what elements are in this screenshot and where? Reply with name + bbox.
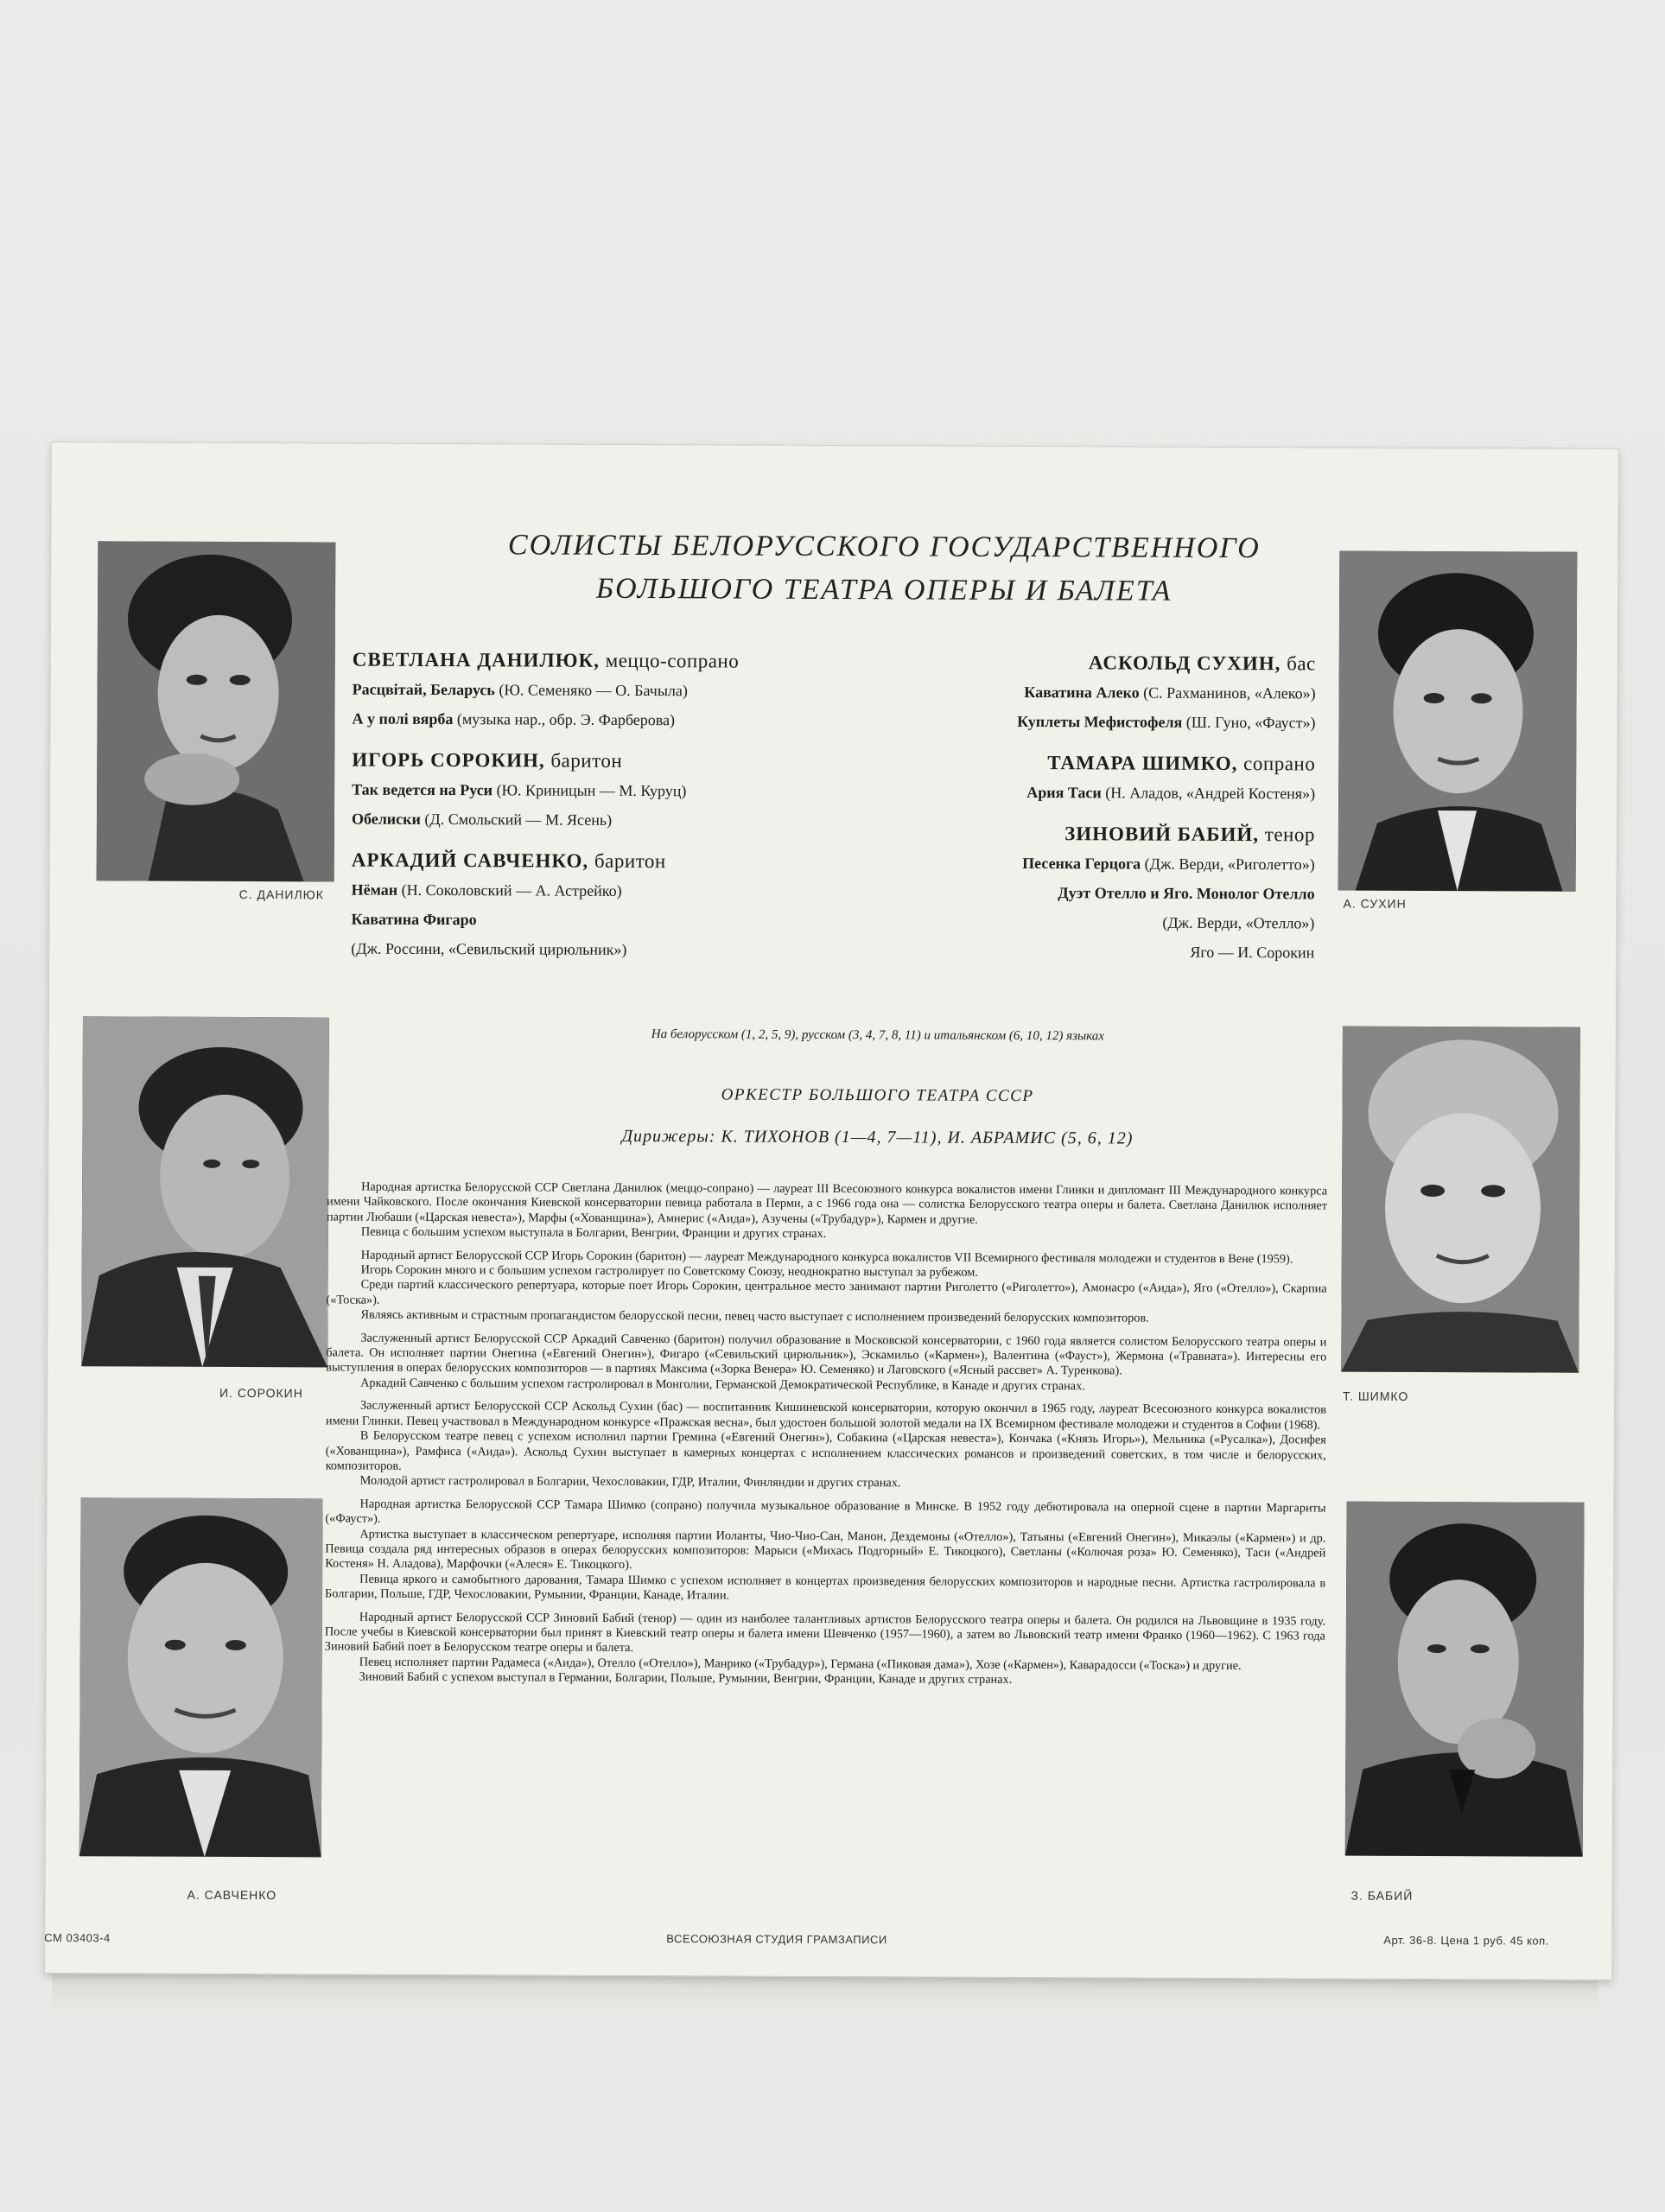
voice-type: сопрано	[1243, 753, 1316, 775]
track-2	[352, 704, 853, 736]
voice-type: тенор	[1264, 823, 1315, 846]
voice-type: баритон	[550, 749, 623, 772]
bio-paragraph: Зиновий Бабий с успехом выступал в Германии, Болгарии, Польше, Румынии, Венгрии, Франции, Канаде и других странах.	[359, 1669, 1013, 1688]
caption-sorokin: И. СОРОКИН	[219, 1385, 303, 1401]
track-credit: (С. Рахманинов, «Алеко»)	[1143, 683, 1316, 702]
caption-babiy: З. БАБИЙ	[1350, 1888, 1414, 1903]
singer-name-text: АРКАДИЙ САВЧЕНКО,	[351, 849, 589, 872]
bio-paragraph: Певица яркого и самобытного дарования, Тамара Шимко с успехом исполняет в концертах произведения белорусских композиторов и народные песни. Артистка гастролировала в Болгарии, Польше, ГДР, Чехословакии, Румынии, Франции, Канаде, Италии.	[325, 1572, 1326, 1603]
bio-paragraph: Молодой артист гастролировал в Болгарии, Чехословакии, ГДР, Италии, Финляндии и других странах.	[359, 1473, 901, 1491]
singer-name-text: ИГОРЬ СОРОКИН,	[352, 748, 545, 772]
portrait-babiy	[1345, 1502, 1585, 1857]
track-1	[353, 675, 854, 707]
bio-savchenko	[326, 1331, 1326, 1395]
track-credit: (Дж. Верди, «Риголетто»)	[1144, 855, 1315, 874]
bio-paragraph: Народная артистка Белорусской ССР Светлана Данилюк (меццо-сопрано) — лауреат III Всесоюзного конкурса вокалистов имени Глинки и дипломант III Международного конкурса имени Чайковского. После окончания Киевской консерватории певица работала в Перми, а с 1966 года она — солистка Белорусского театра оперы и балета. Светлана Данилюк исполняет партии Любаши («Царская невеста»), Марфы («Хованщина»), Амнерис («Аида»), Азучены («Трубадур»), Кармен и другие.	[326, 1179, 1328, 1227]
track-title: Дуэт Отелло и Яго. Монолог Отелло	[1058, 884, 1315, 903]
bio-sukhin	[326, 1399, 1326, 1493]
album-title-line1: СОЛИСТЫ БЕЛОРУССКОГО ГОСУДАРСТВЕННОГО	[507, 529, 1261, 565]
bio-danilyuk	[327, 1179, 1327, 1244]
price-info: Арт. 36-8. Цена 1 руб. 45 коп.	[1383, 1933, 1549, 1948]
bio-paragraph: Игорь Сорокин много и с большим успехом гастролирует по Советскому Союзу, неоднократно выступал за рубежом.	[360, 1262, 978, 1280]
catalog-number: СМ 03403-4	[44, 1931, 111, 1945]
bio-shimko	[325, 1497, 1326, 1606]
track-credit: (Д. Смольский — М. Ясень)	[424, 810, 613, 829]
track-title: Ария Таси	[1026, 783, 1102, 802]
track-title: Куплеты Мефистофеля	[1017, 712, 1183, 731]
track-title: А у полі вярба	[352, 709, 454, 728]
biographies	[325, 1179, 1328, 1697]
singer-babiy	[879, 818, 1315, 849]
singer-savchenko	[352, 846, 853, 878]
singer-name-text: АСКОЛЬД СУХИН,	[1088, 652, 1281, 675]
voice-type: меццо-сопрано	[605, 649, 740, 672]
bio-paragraph: Являясь активным и страстным пропагандистом белорусской песни, певец часто выступает с исполнением произведений белорусских композиторов.	[360, 1307, 1149, 1325]
track-11	[879, 877, 1315, 908]
singer-shimko	[879, 747, 1315, 779]
bio-paragraph: Народный артист Белорусской ССР Зиновий Бабий (тенор) — один из наиболее талантливых артистов Белорусского театра оперы и балета. Он родился на Львовщине в 1935 году. После учебы в Киевской консерватории был принят в Киевский театр оперы и балета имени Шевченко (1957—1960), а затем во Львовский театр имени Франко (1960—1962). С 1963 года Зиновий Бабий поет в Белорусском театре оперы и балета.	[324, 1610, 1325, 1656]
bio-paragraph: Заслуженный артист Белорусской ССР Аскольд Сухин (бас) — воспитанник Кишиневской консерватории, которую окончил в 1965 году, лауреат Всесоюзного конкурса вокалистов имени Глинки. Певец участвовал в Международном конкурсе «Пражская весна», был удостоен большой золотой медали на IX Всемирном фестивале молодежи и студентов в Софии (1968).	[325, 1398, 1327, 1433]
track-5	[352, 875, 853, 907]
bio-paragraph: Народный артист Белорусской ССР Игорь Сорокин (баритон) — лауреат Международного конкурса вокалистов VII Всемирного фестиваля молодежи и студентов в Вене (1959).	[360, 1248, 1293, 1266]
caption-savchenko: А. САВЧЕНКО	[187, 1887, 277, 1903]
bio-paragraph: Заслуженный артист Белорусской ССР Аркадий Савченко (баритон) получил образование в Московской консерватории, с 1960 года является солистом Белорусского театра оперы и балета. Он исполняет партии Онегина («Евгений Онегин»), Фигаро («Севильский цирюльник»), Эскамильо («Кармен»), Валентина («Фауст»), Жермона («Травиата»). Интересны его выступления в операх белорусских композиторов — в партиях Максима («Зорка Венера» Ю. Семеняко) и Лаговского («Ясный рассвет» А. Туренкова).	[326, 1331, 1327, 1378]
studio-name: ВСЕСОЮЗНАЯ СТУДИЯ ГРАМЗАПИСИ	[666, 1932, 887, 1947]
caption-shimko: Т. ШИМКО	[1343, 1389, 1409, 1403]
bio-paragraph: Артистка выступает в классическом репертуаре, исполняя партии Иоланты, Чио-Чио-Сан, Манон, Дездемоны («Отелло»), Татьяны («Евгений Онегин»), Микаэлы («Кармен») и др. Певица создала ряд интересных образов в операх белорусских композиторов: Марыси («Михась Подгорный» Е. Тикоцкого), Светланы («Колючая роза» Ю. Семеняко), Таси («Андрей Костеня» Н. Аладова), Марфочки («Алеся» Е. Тикоцкого).	[325, 1527, 1326, 1573]
program-right	[878, 635, 1316, 967]
track-credit: (Ю. Семеняко — О. Бачыла)	[499, 681, 688, 700]
track-11-extra: Яго — И. Сорокин	[1190, 943, 1315, 962]
portrait-savchenko	[79, 1497, 323, 1857]
track-11-credit: (Дж. Верди, «Отелло»)	[1162, 913, 1315, 932]
track-title: Каватина Алеко	[1024, 683, 1140, 702]
bio-paragraph: Народная артистка Белорусской ССР Тамара Шимко (сопрано) получила музыкальное образование в Минске. В 1952 году дебютировала на оперной сцене в партии Маргариты («Фауст»).	[325, 1497, 1326, 1526]
track-4	[352, 804, 853, 836]
caption-sukhin: А. СУХИН	[1343, 896, 1407, 911]
singer-danilyuk	[353, 645, 854, 677]
track-3	[352, 775, 853, 807]
track-credit: (Н. Аладов, «Андрей Костеня»)	[1105, 784, 1316, 803]
track-7	[880, 677, 1316, 708]
album-title	[378, 524, 1389, 614]
bio-paragraph: В Белорусском театре певец с успехом исполнил партии Гремина («Евгений Онегин»), Собакина («Царская невеста»), Кончака («Князь Игорь»), Мельника («Русалка»), Досифея («Хованщина»), Рамфиса («Аида»). Аскольд Сухин выступает в камерных концертах с исполнением классических романсов и произведений советских, в том числе и белорусских, композиторов.	[325, 1428, 1326, 1473]
caption-danilyuk: С. ДАНИЛЮК	[238, 887, 325, 902]
track-credit: (Н. Соколовский — А. Астрейко)	[401, 880, 622, 899]
singer-name-text: СВЕТЛАНА ДАНИЛЮК,	[352, 648, 601, 671]
voice-type: бас	[1287, 652, 1316, 675]
bio-paragraph: Певец исполняет партии Радамеса («Аида»), Отелло («Отелло»), Манрико («Трубадур»), Германа («Пиковая дама»), Хозе («Кармен»), Каварадосси («Тоска») и другие.	[359, 1655, 1242, 1673]
bio-paragraph: Аркадий Савченко с большим успехом гастролировал в Монголии, Германской Демократической Республике, в Канаде и других странах.	[360, 1376, 1085, 1394]
track-8	[879, 706, 1315, 737]
bio-babiy	[325, 1610, 1325, 1689]
bio-sorokin	[326, 1248, 1326, 1327]
track-title: Песенка Герцога	[1022, 854, 1141, 873]
voice-type: баритон	[594, 849, 666, 873]
track-title: Расцвітай, Беларусь	[352, 680, 495, 699]
singer-name-text: ТАМАРА ШИМКО,	[1047, 752, 1238, 775]
album-title-line2: БОЛЬШОГО ТЕАТРА ОПЕРЫ И БАЛЕТА	[595, 572, 1172, 607]
track-credit: (Ю. Криницын — М. Куруц)	[496, 781, 687, 800]
track-credit: (музыка нар., обр. Э. Фарберова)	[456, 710, 676, 729]
portrait-sorokin	[81, 1016, 329, 1367]
track-title: Нёман	[351, 880, 398, 899]
conductors-credit: Дирижеры: К. ТИХОНОВ (1—4, 7—11), И. АБРАМИС (5, 6, 12)	[621, 1126, 1134, 1148]
track-credit: (Ш. Гуно, «Фауст»)	[1185, 713, 1316, 732]
portrait-danilyuk	[97, 541, 336, 881]
record-sleeve-back	[44, 442, 1619, 1980]
portrait-shimko	[1341, 1027, 1580, 1373]
track-title: Так ведется на Руси	[352, 780, 493, 799]
track-6-credit: (Дж. Россини, «Севильский цирюльник»)	[351, 939, 627, 958]
orchestra-credit: ОРКЕСТР БОЛЬШОГО ТЕАТРА СССР	[721, 1085, 1034, 1106]
program-left	[351, 633, 854, 966]
bio-paragraph: Среди партий классического репертуара, которые поет Игорь Сорокин, центральное место занимают партии Риголетто («Риголетто»), Амонасро («Аида»), Яго («Отелло»), Скарпиа («Тоска»).	[326, 1278, 1327, 1307]
singer-sorokin	[352, 746, 853, 778]
singer-sukhin	[880, 647, 1316, 678]
singer-name-text: ЗИНОВИЙ БАБИЙ,	[1064, 823, 1260, 846]
bio-paragraph: Певица с большим успехом выступала в Болгарии, Венгрии, Франции и других странах.	[360, 1224, 827, 1242]
languages-note: На белорусском (1, 2, 5, 9), русском (3, 4, 7, 8, 11) и итальянском (6, 10, 12) языках	[651, 1027, 1104, 1044]
track-6	[351, 905, 852, 937]
track-9	[879, 777, 1315, 808]
track-10	[879, 848, 1315, 879]
track-title: Обелиски	[351, 810, 421, 828]
track-title: Каватина Фигаро	[351, 910, 477, 929]
